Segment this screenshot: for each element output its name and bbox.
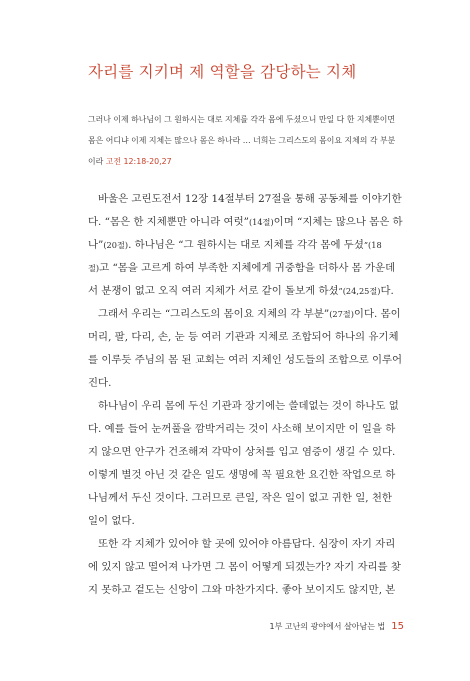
scripture-line: [88, 151, 408, 172]
verse-citation: (14절): [248, 217, 274, 227]
scripture-quote: [88, 109, 408, 172]
body-text-run: 다.: [380, 285, 394, 297]
body-line: 에 있지 않고 떨어져 나가면 그 몸이 어떻게 되겠는가? 자기 자리를 찾: [88, 561, 401, 573]
page-number: 15: [391, 621, 404, 632]
body-text-run: 나”: [88, 239, 104, 251]
body-line: 지 못하고 겉도는 신앙이 그와 마찬가지다. 좋아 보이지도 않지만, 본: [88, 584, 396, 596]
verse-citation: (27절): [329, 309, 354, 319]
verse-citation: ”(24,25절): [338, 286, 381, 296]
body-text-run: . 하나님은 “그 원하시는 대로 지체를 각각 몸에 두셨: [128, 239, 364, 251]
page-footer: [270, 621, 404, 632]
verse-citation: (20절): [103, 240, 129, 250]
body-line: [88, 234, 410, 257]
body-line: 다. 예를 들어 눈꺼풀을 깜박거리는 것이 사소해 보이지만 이 일을 하: [88, 423, 396, 435]
body-line: 또한 각 지체가 있어야 할 곳에 있어야 아름답다. 심장이 자기 자리: [98, 538, 396, 550]
scripture-line: 몸은 어디냐 이제 지체는 많으나 몸은 하나라 … 너희는 그리스도의 몸이요 지체의 각 부분: [88, 136, 396, 145]
body-line: 나님께서 두신 것이다. 그러므로 큰일, 작은 일이 없고 귀한 일, 천한: [88, 492, 392, 504]
body-line: [88, 303, 410, 326]
scripture-line-text: 이라: [88, 157, 106, 166]
running-head: 1부 고난의 광야에서 살아남는 법: [269, 622, 386, 631]
scripture-reference: 고전 12:18-20,27: [105, 157, 172, 166]
body-line: 하나님이 우리 몸에 두신 기관과 장기에는 쓸데없는 것이 하나도 없: [98, 400, 399, 412]
scripture-line: 그러나 이제 하나님이 그 원하시는 대로 지체를 각각 몸에 두셨으니 만일 다 한 지체뿐이면: [88, 115, 396, 124]
body-line: 이렇게 별것 아닌 것 같은 일도 생명에 꼭 필요한 요긴한 작업으로 하: [88, 469, 396, 481]
body-line: 를 이루듯 주님의 몸 된 교회는 여러 지체인 성도들의 조합으로 이루어: [88, 354, 403, 366]
body-text-run: 다. “몸은 한 지체뿐만 아니라 여럿”: [88, 216, 249, 228]
body-text-run: 이다. 몸이: [353, 308, 401, 320]
body-line: [88, 257, 410, 280]
body-line: [88, 280, 410, 303]
chapter-title: 자리를 지키며 제 역할을 감당하는 지체: [88, 63, 357, 81]
body-text-run: 이며 “지체는 많으나 몸은 하: [273, 216, 403, 228]
verse-citation: ”(18: [363, 240, 382, 250]
body-line: 바울은 고린도전서 12장 14절부터 27절을 통해 공동체를 이야기한: [98, 193, 402, 205]
body-line: [88, 211, 410, 234]
body-line: 지 않으면 안구가 건조해져 각막이 상처를 입고 염증이 생길 수 있다.: [88, 446, 396, 458]
body-line: 진다.: [88, 377, 112, 389]
body-line: 일이 없다.: [88, 515, 135, 527]
body-text-run: 고 “몸을 고르게 하여 부족한 지체에게 귀중함을 더하사 몸 가운데: [99, 262, 396, 274]
verse-citation: 절): [88, 263, 100, 273]
body-text: [88, 188, 410, 602]
body-text-run: 그래서 우리는 “그리스도의 몸이요 지체의 각 부분”: [98, 308, 330, 320]
body-line: 머리, 팔, 다리, 손, 눈 등 여러 기관과 지체로 조합되어 하나의 유기체: [88, 331, 399, 343]
body-text-run: 서 분쟁이 없고 오직 여러 지체가 서로 같이 돌보게 하셨: [88, 285, 339, 297]
